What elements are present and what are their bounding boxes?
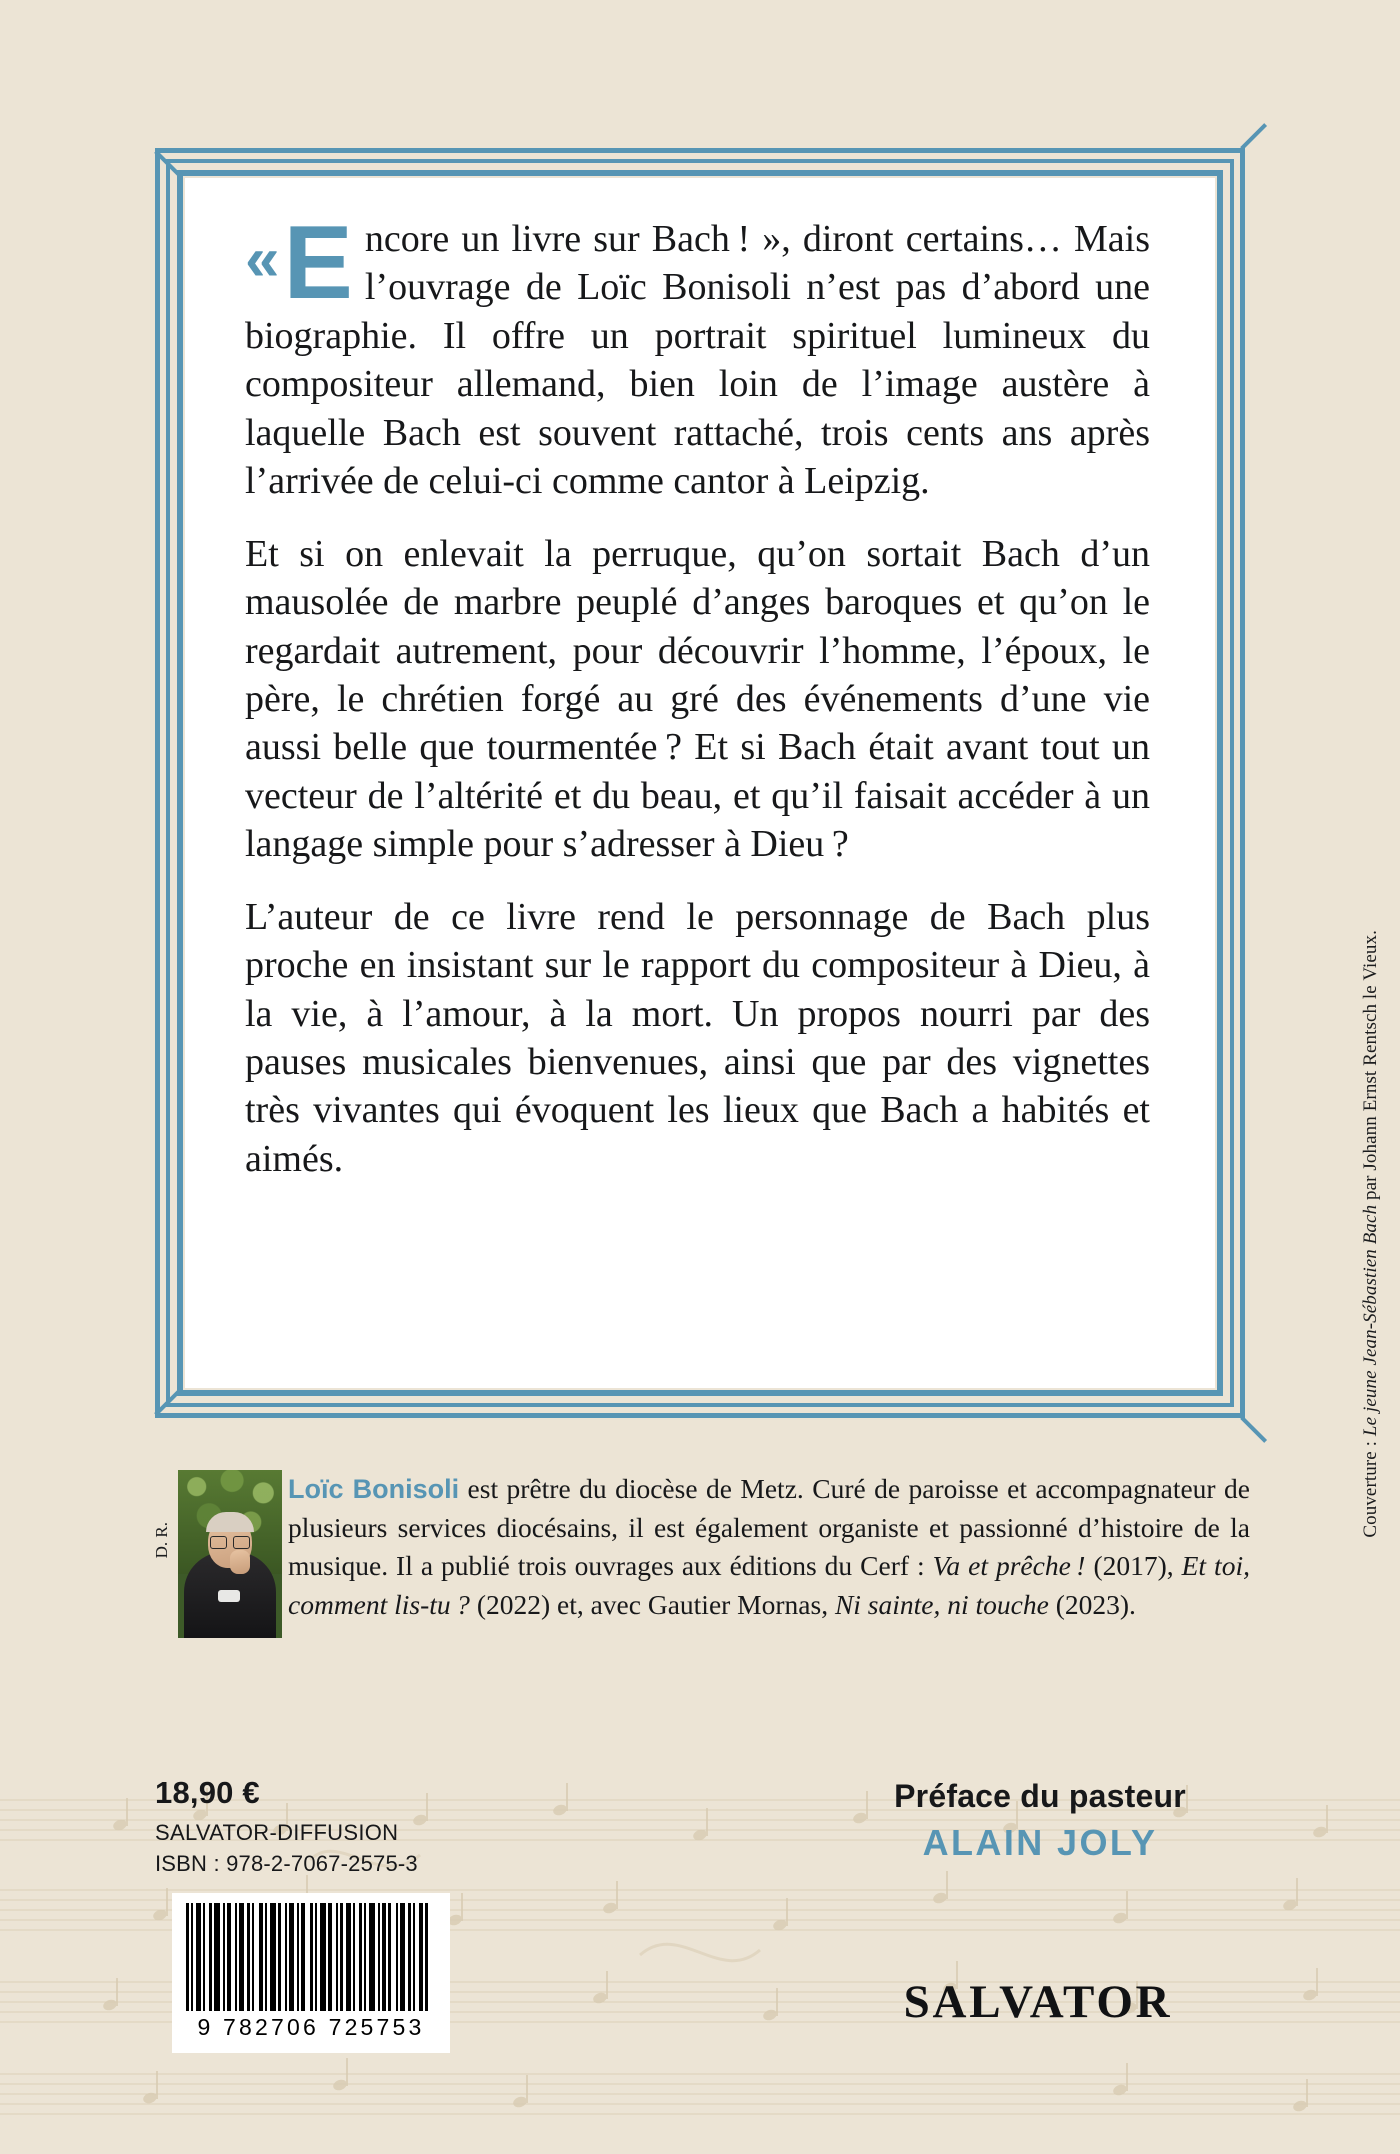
photo-credit-label: D. R.	[152, 1522, 171, 1559]
price-isbn-block	[155, 1775, 418, 1877]
author-book-1-title: Va et prêche !	[932, 1550, 1086, 1582]
author-photo-column	[152, 1470, 284, 1638]
publisher-logo: SALVATOR	[903, 1976, 1173, 2028]
blurb-paragraph-1-text: ncore un livre sur Bach ! », diront certains… Mais l’ouvrage de Loïc Bonisoli n’est pas d’abord une biographie. Il offre un portrait spirituel lumineux du compositeur allemand, bien loin de l’image austère à laquelle Bach est souvent rattaché, trois cents ans après l’arrivée de celui-ci comme cantor à Leipzig.	[245, 218, 1150, 503]
blurb-paragraph-1	[245, 205, 1150, 506]
author-name: Loïc Bonisoli	[288, 1474, 460, 1504]
author-book-2-year: (2022) et, avec Gautier Mornas,	[469, 1588, 835, 1620]
barcode-bars	[186, 1903, 440, 2011]
opening-guillemet-icon: «	[245, 225, 280, 294]
author-book-3-year: (2023).	[1048, 1588, 1136, 1620]
author-book-1-year: (2017),	[1085, 1550, 1182, 1582]
cover-credit-prefix: Couverture :	[1360, 1436, 1381, 1538]
blurb-paragraph-3: L’auteur de ce livre rend le personnage de Bach plus proche en insistant sur le rapport du compositeur à Dieu, à la vie, à l’amour, à la mort. Un propos nourri par des pauses musicales bienvenues, ainsi que par des vignettes très vivantes qui évoquent les lieux que Bach a habités et aimés.	[245, 895, 1150, 1180]
author-book-3-title: Ni sainte, ni touche	[834, 1588, 1049, 1620]
price-label: 18,90 €	[155, 1775, 260, 1810]
blurb-paragraph-2: Et si on enlevait la perruque, qu’on sortait Bach d’un mausolée de marbre peuplé d’anges baroques et qu’on le regardait autrement, pour découvrir l’homme, l’époux, le père, le chrétien forgé au gré des événements d’une vie aussi belle que tourmentée ? Et si Bach était avant tout un vecteur de l’altérité et du beau, et qu’il faisait accéder à un langage simple pour s’adresser à Dieu ?	[245, 532, 1150, 866]
distributor-label: SALVATOR-DIFFUSION	[155, 1820, 399, 1845]
photo-person-collar	[218, 1590, 240, 1602]
author-bio-text	[284, 1470, 1250, 1624]
author-book-2-title: Et toi, comment lis-tu ?	[288, 1550, 1250, 1620]
frame-mitre-top-right	[1240, 123, 1267, 150]
frame-mitre-bottom-right	[1240, 1416, 1267, 1443]
author-bio	[152, 1470, 1250, 1638]
barcode-digits: 9 782706 725753	[197, 2014, 425, 2040]
book-blurb	[245, 205, 1150, 1183]
cover-credit-title: Le jeune Jean-Sébastien Bach	[1360, 1204, 1381, 1437]
cover-image-credit	[1360, 930, 1382, 1538]
author-portrait-photo	[178, 1470, 282, 1638]
author-bio-part1: est prêtre du diocèse de Metz. Curé de paroisse et accompagnateur de plusieurs services diocésains, il est également organiste et passionné d’histoire de la musique. Il a publié trois ouvrages aux éditions du Cerf :	[288, 1473, 1250, 1582]
isbn-barcode	[172, 1893, 450, 2053]
photo-person-hand	[230, 1550, 250, 1574]
drop-cap-letter: E	[283, 205, 351, 321]
isbn-label: ISBN : 978-2-7067-2575-3	[155, 1851, 418, 1876]
photo-person-glasses	[210, 1536, 250, 1547]
cover-credit-suffix: par Johann Ernst Rentsch le Vieux.	[1360, 930, 1381, 1205]
preface-block	[830, 1778, 1250, 1864]
preface-author-name: ALAIN JOLY	[922, 1822, 1158, 1863]
preface-label: Préface du pasteur	[894, 1778, 1186, 1814]
